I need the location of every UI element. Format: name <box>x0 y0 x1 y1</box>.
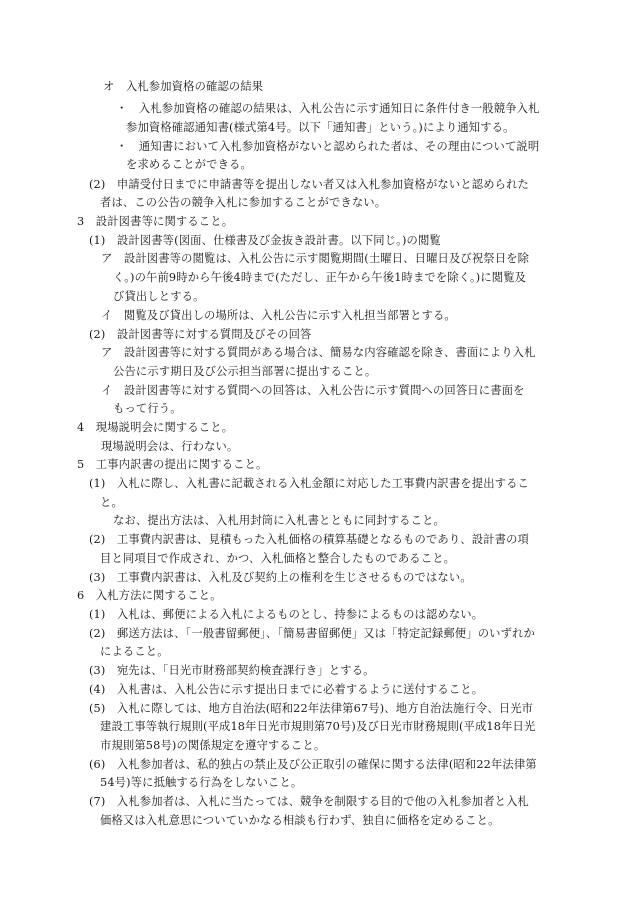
subitem: イ 閲覧及び貸出しの場所は、入札公告に示す入札担当部署とする。 <box>101 309 456 322</box>
numbered-item: (5) 入札に際しては、地方自治法(昭和22年法律第67号)、地方自治法施行令、日光市 <box>89 702 534 715</box>
subitem-continuation: 公告に示す期日及び公示担当部署に提出すること。 <box>113 365 377 378</box>
item-continuation: 目と同項目で作成され、かつ、入札価格と整合したものであること。 <box>100 552 456 565</box>
numbered-item: (3) 工事費内訳書は、入札及び契約上の権利を生じさせるものではない。 <box>89 571 472 584</box>
subsection-heading: オ 入札参加資格の確認の結果 <box>103 80 264 93</box>
numbered-item: (2) 申請受付日までに申請書等を提出しない者又は入札参加資格がないと認められた <box>89 178 529 191</box>
item-continuation: によること。 <box>100 645 169 658</box>
paragraph: なお、提出方法は、入札用封筒に入札書とともに同封すること。 <box>113 514 445 527</box>
bullet-item: ・ 入札参加資格の確認の結果は、入札公告に示す通知日に条件付き一般競争入札 <box>116 102 540 115</box>
item-continuation: と。 <box>100 496 123 509</box>
numbered-item: (4) 入札書は、入札公告に示す提出日までに必着するように送付すること。 <box>89 683 484 696</box>
item-continuation: 54号)等に抵触する行為をしないこと。 <box>100 776 303 789</box>
section-heading: 6 入札方法に関すること。 <box>77 589 222 602</box>
numbered-item: (1) 入札は、郵便による入札によるものとし、持参によるものは認めない。 <box>89 608 484 621</box>
paragraph: 現場説明会は、行わない。 <box>101 440 239 453</box>
numbered-item: (7) 入札参加者は、入札に当たっては、競争を制限する目的で他の入札参加者と入札 <box>89 795 529 808</box>
numbered-item: (3) 宛先は、「日光市財務部契約検査課行き」とする。 <box>89 664 375 677</box>
numbered-item: (1) 設計図書等(図面、仕様書及び金抜き設計書。以下同じ。)の閲覧 <box>89 234 441 247</box>
bullet-item: ・ 通知書において入札参加資格がないと認められた者は、その理由について説明 <box>116 140 540 153</box>
bullet-continuation: 参加資格確認通知書(様式第4号。以下「通知書」という。)により通知する。 <box>126 121 515 134</box>
subitem: イ 設計図書等に対する質問への回答は、入札公告に示す質問への回答日に書面を <box>101 384 525 397</box>
subitem-continuation: く。)の午前9時から午後4時まで(ただし、正午から午後1時までを除く。)に閲覧及 <box>113 271 527 284</box>
subitem-continuation: もって行う。 <box>113 402 182 415</box>
item-continuation: 者は、この公告の競争入札に参加することができない。 <box>100 196 387 209</box>
bullet-continuation: を求めることができる。 <box>126 158 252 171</box>
numbered-item: (2) 設計図書等に対する質問及びその回答 <box>89 328 312 341</box>
subitem: ア 設計図書等の閲覧は、入札公告に示す閲覧期間(土曜日、日曜日及び祝祭日を除 <box>101 252 530 265</box>
numbered-item: (1) 入札に際し、入札書に記載される入札金額に対応した工事費内訳書を提出するこ <box>89 477 529 490</box>
section-heading: 4 現場説明会に関すること。 <box>77 421 234 434</box>
section-heading: 5 工事内訳書の提出に関すること。 <box>77 458 268 471</box>
item-continuation: 市規則第58号)の関係規定を遵守すること。 <box>100 739 326 752</box>
numbered-item: (2) 工事費内訳書は、見積もった入札価格の積算基礎となるものであり、設計書の項 <box>89 533 529 546</box>
numbered-item: (2) 郵送方法は、「一般書留郵便」、「簡易書留郵便」又は「特定記録郵便」のいずれか <box>89 627 535 640</box>
item-continuation: 建設工事等執行規則(平成18年日光市規則第70号)及び日光市財務規則(平成18年日光 <box>100 720 536 733</box>
numbered-item: (6) 入札参加者は、私的独占の禁止及び公正取引の確保に関する法律(昭和22年法律第 <box>89 758 537 771</box>
subitem: ア 設計図書等に対する質問がある場合は、簡易な内容確認を除き、書面により入札 <box>101 346 536 359</box>
item-continuation: 価格又は入札意思についていかなる相談も行わず、独自に価格を定めること。 <box>100 814 500 827</box>
section-heading: 3 設計図書等に関すること。 <box>77 215 234 228</box>
subitem-continuation: び貸出しとする。 <box>113 290 205 303</box>
